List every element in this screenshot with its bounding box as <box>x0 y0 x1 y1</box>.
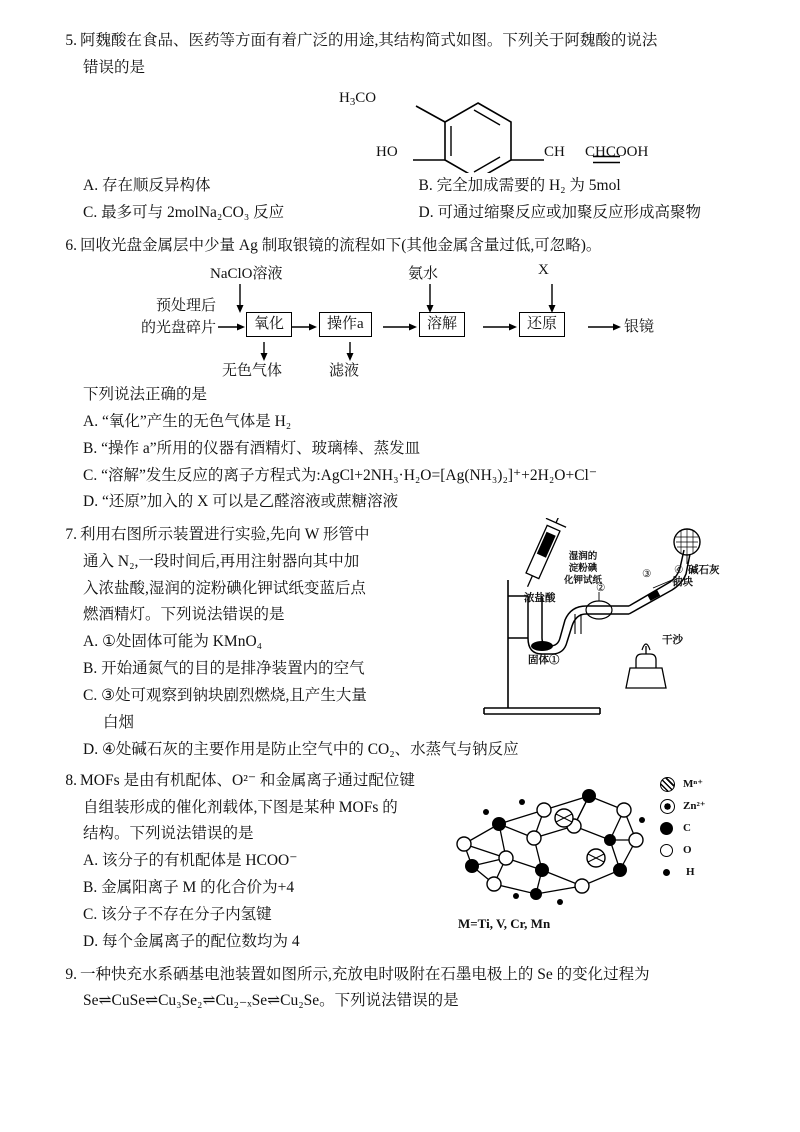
question-7-stem-line2: 通入 N₂,一段时间后,再用注射器向其中加 <box>83 553 360 571</box>
flow-left-label-2: 的光盘碎片 <box>140 320 216 337</box>
option-d[interactable]: D. 每个金属离子的配位数均为 4 <box>83 932 300 950</box>
legend-dotted-icon <box>660 799 675 814</box>
option-a[interactable]: A. “氧化”产生的无色气体是 H₂ <box>83 412 292 430</box>
question-6-stem: 回收光盘金属层中少量 Ag 制取银镜的流程如下(其他金属含量过低,可忽略)。 <box>80 237 602 255</box>
flow-box-operation-a: 操作a <box>319 312 372 337</box>
hydroxy-label: HO <box>376 144 398 161</box>
question-7-option-d <box>58 737 754 764</box>
label-mark-3: ③ <box>642 569 652 581</box>
flow-top-label-3: X <box>538 261 549 278</box>
question-8-number: 8. <box>65 771 77 789</box>
question-9-stem-line1: 一种快充水系硒基电池装置如图所示,充放电时吸附在石墨电极上的 Se 的变化过程为 <box>80 965 650 983</box>
option-a[interactable]: A. 该分子的有机配体是 HCOO⁻ <box>83 851 298 869</box>
legend-open-icon <box>660 844 673 857</box>
flow-end-label: 银镜 <box>624 318 655 335</box>
mofs-caption: M=Ti, V, Cr, Mn <box>458 915 551 931</box>
flow-left-label-1: 预处理后 <box>155 297 216 314</box>
methoxy-label: $H_3CO$ <box>339 90 377 109</box>
label-concentrated-hcl: 浓盐酸 <box>524 593 556 605</box>
question-5-number: 5. <box>65 32 77 49</box>
question-7-stem-line3: 入浓盐酸,湿润的淀粉碘化钾试纸变蓝后点 <box>83 579 366 597</box>
question-5-stem-line1: 阿魏酸在食品、医药等方面有着广泛的用途,其结构简式如图。下列关于阿魏酸的说法 <box>80 32 658 49</box>
option-d[interactable]: D. 可通过缩聚反应或加聚反应形成高聚物 <box>418 204 701 222</box>
w-tube-apparatus-figure <box>424 518 754 733</box>
option-c[interactable]: C. ③处可观察到钠块剧烈燃烧,且产生大量 <box>83 687 367 704</box>
question-6-options <box>58 409 754 517</box>
label-mark-4: ④ <box>674 565 684 577</box>
label-soda-lime: 碱石灰 <box>688 565 720 577</box>
label-solid-1: 固体① <box>528 655 560 667</box>
option-a[interactable]: A. ①处固体可能为 KMnO₄ <box>83 633 263 651</box>
label-test-paper-3: 化钾试纸 <box>564 576 603 587</box>
flow-bottom-label-1: 无色气体 <box>222 362 283 379</box>
mofs-structure-figure <box>424 766 754 938</box>
option-b[interactable]: B. “操作 a”所用的仪器有酒精灯、玻璃棒、蒸发皿 <box>83 439 421 457</box>
label-test-paper-2: 淀粉碘 <box>568 564 598 575</box>
option-c[interactable]: C. “溶解”发生反应的离子方程式为:AgCl+2NH₃·H₂O=[Ag(NH₃)₂]⁺+2H₂O+Cl⁻ <box>83 466 598 484</box>
question-7-stem-line1: 利用右图所示装置进行实验,先向 W 形管中 <box>80 526 370 544</box>
question-8-stem-line2: 自组装形成的催化剂载体,下图是某种 MOFs 的 <box>83 798 398 816</box>
option-b[interactable]: B. 完全加成需要的 H₂ 为 5mol <box>418 177 621 195</box>
chain-label-ch: CH <box>544 144 565 161</box>
option-b[interactable]: B. 开始通氮气的目的是排净装置内的空气 <box>83 660 365 678</box>
question-5 <box>58 28 754 227</box>
label-sodium-block: 钠块 <box>672 577 693 589</box>
question-9-stem-line2: Se⇌CuSe⇌Cu₃Se₂⇌Cu₂₋ₓSe⇌Cu₂Se。下列说法错误的是 <box>83 992 459 1010</box>
flow-bottom-label-2: 滤液 <box>329 362 360 379</box>
option-c[interactable]: C. 最多可与 2molNa₂CO₃ 反应 <box>83 204 285 222</box>
question-6 <box>58 233 754 516</box>
flow-box-reduction: 还原 <box>519 312 565 337</box>
question-9-number: 9. <box>65 965 77 983</box>
label-mark-2: ② <box>596 583 606 595</box>
question-8 <box>58 768 754 956</box>
legend-label-carbon: C <box>683 822 691 834</box>
legend-label-oxygen: O <box>683 844 692 857</box>
label-dry-sand: 干沙 <box>662 635 683 647</box>
question-8-stem-line3: 结构。下列说法错误的是 <box>83 825 254 843</box>
question-9 <box>58 962 754 1015</box>
silver-recovery-flowchart <box>58 260 754 382</box>
legend-small-icon <box>663 869 670 876</box>
option-c-cont: 白烟 <box>103 713 135 731</box>
legend-label-hydrogen: H <box>686 866 695 879</box>
legend-label-zinc: Zn²⁺ <box>683 799 706 812</box>
question-5-stem-line2: 错误的是 <box>83 58 146 76</box>
legend-hatched-icon <box>660 777 675 792</box>
ferulic-acid-structure <box>58 81 754 173</box>
flow-top-label-2: 氨水 <box>408 265 439 282</box>
question-6-lead: 下列说法正确的是 <box>83 385 208 403</box>
option-a[interactable]: A. 存在顺反异构体 <box>83 177 211 195</box>
flow-top-label-1: NaClO溶液 <box>210 265 283 282</box>
question-6-number: 6. <box>65 237 77 255</box>
chain-label-chcooh: CHCOOH <box>585 144 649 161</box>
question-7 <box>58 522 754 763</box>
question-7-number: 7. <box>65 526 77 544</box>
label-test-paper-1: 湿润的 <box>568 552 598 563</box>
flow-box-dissolve: 溶解 <box>419 312 465 337</box>
question-5-options <box>58 173 754 227</box>
legend-filled-icon <box>660 822 673 835</box>
option-d[interactable]: D. ④处碱石灰的主要作用是防止空气中的 CO₂、水蒸气与钠反应 <box>83 740 519 758</box>
flow-box-oxidation: 氧化 <box>246 312 292 337</box>
legend-label-metal: Mⁿ⁺ <box>683 777 704 790</box>
option-c[interactable]: C. 该分子不存在分子内氢键 <box>83 905 272 923</box>
question-8-stem-line1: MOFs 是由有机配体、O²⁻ 和金属离子通过配位键 <box>80 771 415 789</box>
question-7-stem-line4: 燃酒精灯。下列说法错误的是 <box>83 606 285 624</box>
option-d[interactable]: D. “还原”加入的 X 可以是乙醛溶液或蔗糖溶液 <box>83 493 399 511</box>
option-b[interactable]: B. 金属阳离子 M 的化合价为+4 <box>83 878 295 896</box>
